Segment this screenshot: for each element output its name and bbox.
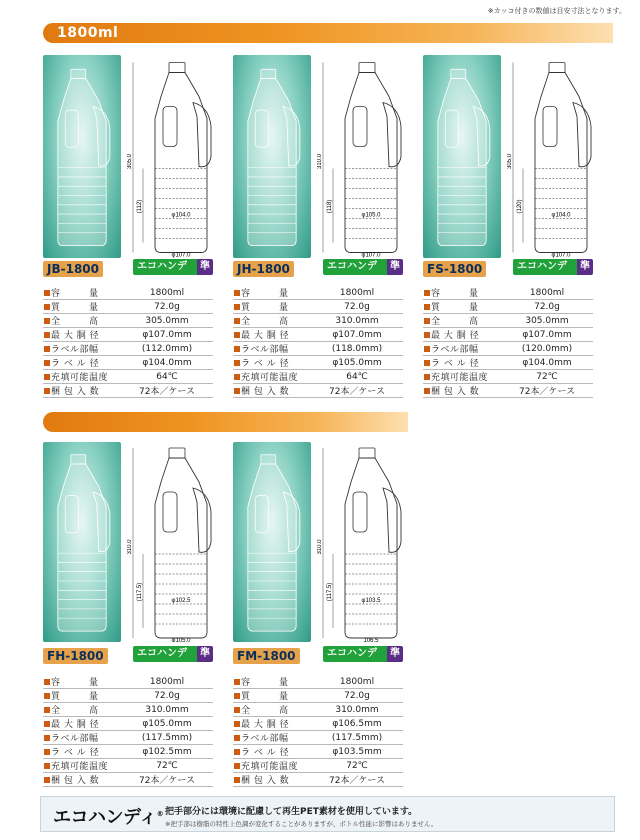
spec-label: 梱 包 入 数 (241, 384, 311, 398)
row-marker (43, 286, 51, 300)
spec-value: (112.0mm) (121, 342, 213, 356)
row-marker (43, 703, 51, 717)
label-diameter-dimension: φ104.0 (171, 212, 191, 219)
height-dimension: 305.0 (127, 153, 133, 170)
spec-label: 質 量 (51, 689, 121, 703)
spec-row (233, 356, 403, 370)
spec-row (43, 342, 213, 356)
spec-label: 容 量 (241, 286, 311, 300)
row-marker (423, 356, 431, 370)
bottle-drawing (127, 55, 213, 258)
label-width-dimension: (120) (517, 199, 523, 214)
spec-row (233, 703, 403, 717)
spec-row (233, 675, 403, 689)
spec-value: φ106.5mm (311, 717, 403, 731)
spec-label: 全 高 (51, 314, 121, 328)
body-diameter-dimension: φ107.0 (361, 252, 381, 258)
spec-row (43, 745, 213, 759)
spec-table (233, 286, 403, 398)
spec-label: 最 大 胴 径 (431, 328, 501, 342)
row-marker (233, 328, 241, 342)
row-marker (423, 370, 431, 384)
spec-label: ラベル部幅 (241, 731, 311, 745)
spec-label: 充填可能温度 (51, 759, 121, 773)
spec-value: 72.0g (311, 689, 403, 703)
spec-row (43, 689, 213, 703)
body-diameter-dimension: φ105.0 (171, 638, 191, 642)
row-marker (43, 370, 51, 384)
spec-value: 305.0mm (501, 314, 593, 328)
spec-label: 容 量 (51, 286, 121, 300)
eco-handy-logo: エコハンディ® (53, 807, 164, 828)
spec-row (423, 328, 593, 342)
spec-row (233, 773, 403, 787)
spec-label: 最 大 胴 径 (241, 717, 311, 731)
spec-label: 最 大 胴 径 (241, 328, 311, 342)
spec-label: ラベル部幅 (51, 342, 121, 356)
row-marker (43, 759, 51, 773)
spec-table (233, 675, 403, 787)
spec-row (43, 370, 213, 384)
spec-value: (117.5mm) (311, 731, 403, 745)
spec-value: 64℃ (311, 370, 403, 384)
row-marker (423, 314, 431, 328)
spec-row (233, 731, 403, 745)
spec-row (233, 689, 403, 703)
spec-label: ラ ベ ル 径 (241, 356, 311, 370)
spec-value: 72本／ケース (501, 384, 593, 398)
spec-row (233, 342, 403, 356)
spec-row (233, 745, 403, 759)
spec-value: 72℃ (311, 759, 403, 773)
row-marker (43, 300, 51, 314)
spec-row (43, 703, 213, 717)
spec-row (233, 300, 403, 314)
row-marker (233, 689, 241, 703)
spec-row (43, 675, 213, 689)
product-name: JB-1800 (43, 261, 103, 277)
spec-row (43, 759, 213, 773)
height-dimension: 310.0 (317, 153, 323, 170)
product-name: FH-1800 (43, 648, 108, 664)
section-header-1800ml (43, 23, 613, 43)
product-fm-1800 (233, 442, 403, 785)
dimension-note: ※カッコ付きの数値は目安寸法となります。 (487, 7, 626, 15)
spec-value: 72.0g (121, 300, 213, 314)
product-fs-1800 (423, 55, 593, 396)
spec-value: 72.0g (311, 300, 403, 314)
spec-value: 310.0mm (121, 703, 213, 717)
spec-value: 72本／ケース (311, 384, 403, 398)
spec-label: ラ ベ ル 径 (431, 356, 501, 370)
label-width-dimension: (117.5) (137, 582, 143, 602)
bottle-photo (233, 442, 311, 642)
spec-row (233, 314, 403, 328)
spec-row (233, 717, 403, 731)
spec-row (43, 731, 213, 745)
jun-label: 準 (387, 646, 403, 662)
label-width-dimension: (112) (137, 199, 143, 214)
body-diameter-dimension: φ107.0 (551, 252, 571, 258)
product-jb-1800 (43, 55, 213, 396)
row-marker (233, 300, 241, 314)
eco-handy-label: エコハンディ (133, 646, 197, 662)
row-marker (423, 328, 431, 342)
bottle-photo (233, 55, 311, 258)
row-marker (43, 731, 51, 745)
spec-table (423, 286, 593, 398)
spec-value: 310.0mm (311, 314, 403, 328)
spec-value: (117.5mm) (121, 731, 213, 745)
spec-value: φ104.0mm (121, 356, 213, 370)
spec-label: 質 量 (241, 689, 311, 703)
eco-handy-badge (323, 259, 403, 288)
spec-value: 72.0g (121, 689, 213, 703)
row-marker (233, 356, 241, 370)
spec-label: ラベル部幅 (431, 342, 501, 356)
spec-row (43, 717, 213, 731)
label-width-dimension: (118) (327, 199, 333, 214)
product-name: FS-1800 (423, 261, 486, 277)
spec-label: 全 高 (51, 703, 121, 717)
spec-label: ラベル部幅 (51, 731, 121, 745)
eco-handy-badge (513, 259, 593, 288)
bottle-drawing (317, 55, 403, 258)
spec-value: 72.0g (501, 300, 593, 314)
eco-handy-badge (133, 259, 213, 288)
section-title: 1800ml (57, 25, 119, 41)
spec-row (423, 356, 593, 370)
spec-value: φ105.0mm (121, 717, 213, 731)
spec-value: φ104.0mm (501, 356, 593, 370)
spec-row (423, 314, 593, 328)
label-width-dimension: (117.5) (327, 582, 333, 602)
jun-label: 準 (387, 259, 403, 275)
spec-value: 72本／ケース (121, 773, 213, 787)
spec-value: 72℃ (121, 759, 213, 773)
spec-table (43, 286, 213, 398)
bottle-photo (43, 442, 121, 642)
label-diameter-dimension: φ105.0 (361, 212, 381, 219)
spec-value: 305.0mm (121, 314, 213, 328)
spec-label: 質 量 (431, 300, 501, 314)
row-marker (423, 286, 431, 300)
spec-row (43, 384, 213, 398)
row-marker (233, 703, 241, 717)
eco-handy-label: エコハンディ (133, 259, 197, 275)
row-marker (43, 328, 51, 342)
eco-handy-label: エコハンディ (323, 646, 387, 662)
spec-value: φ107.0mm (311, 328, 403, 342)
row-marker (233, 314, 241, 328)
eco-handy-label: エコハンディ (513, 259, 577, 275)
spec-label: 梱 包 入 数 (431, 384, 501, 398)
row-marker (423, 342, 431, 356)
spec-value: 72本／ケース (311, 773, 403, 787)
spec-row (233, 328, 403, 342)
row-marker (43, 689, 51, 703)
spec-row (43, 300, 213, 314)
product-name: JH-1800 (233, 261, 294, 277)
row-marker (233, 384, 241, 398)
spec-label: 質 量 (241, 300, 311, 314)
bottle-drawing (127, 442, 213, 642)
spec-value: (120.0mm) (501, 342, 593, 356)
row-marker (233, 745, 241, 759)
row-marker (43, 717, 51, 731)
spec-row (423, 384, 593, 398)
spec-value: 1800ml (311, 286, 403, 300)
spec-row (43, 356, 213, 370)
height-dimension: 310.0 (317, 539, 323, 555)
spec-label: 最 大 胴 径 (51, 328, 121, 342)
spec-label: 容 量 (51, 675, 121, 689)
spec-value: 72℃ (501, 370, 593, 384)
spec-row (233, 759, 403, 773)
label-diameter-dimension: φ103.5 (361, 598, 381, 604)
label-diameter-dimension: φ102.5 (171, 598, 191, 604)
spec-value: 1800ml (121, 286, 213, 300)
spec-label: ラ ベ ル 径 (51, 745, 121, 759)
eco-handy-label: エコハンディ (323, 259, 387, 275)
height-dimension: 310.0 (127, 539, 133, 555)
bottle-photo (423, 55, 501, 258)
spec-label: 全 高 (241, 314, 311, 328)
row-marker (43, 314, 51, 328)
spec-value: 64℃ (121, 370, 213, 384)
row-marker (233, 731, 241, 745)
spec-label: 容 量 (431, 286, 501, 300)
footer-sub-text: ※把手部は樹脂の特性上色調が変化することがありますが、ボトル性能に影響はありません。 (165, 820, 438, 828)
row-marker (423, 300, 431, 314)
bottle-drawing (317, 442, 403, 642)
eco-handy-badge (133, 646, 213, 675)
spec-label: 梱 包 入 数 (51, 384, 121, 398)
product-name: FM-1800 (233, 648, 300, 664)
spec-row (43, 328, 213, 342)
row-marker (43, 384, 51, 398)
row-marker (43, 675, 51, 689)
spec-row (423, 286, 593, 300)
spec-row (423, 370, 593, 384)
row-marker (43, 356, 51, 370)
spec-label: 質 量 (51, 300, 121, 314)
spec-row (423, 300, 593, 314)
spec-label: 容 量 (241, 675, 311, 689)
row-marker (423, 384, 431, 398)
spec-label: 充填可能温度 (431, 370, 501, 384)
footer-main-text: 把手部分には環境に配慮して再生PET素材を使用しています。 (165, 807, 418, 817)
jun-label: 準 (197, 646, 213, 662)
row-marker (43, 773, 51, 787)
bottle-drawing (507, 55, 593, 258)
spec-label: 充填可能温度 (241, 759, 311, 773)
eco-handy-badge (323, 646, 403, 675)
spec-table (43, 675, 213, 787)
spec-value: 1800ml (121, 675, 213, 689)
row-marker (233, 342, 241, 356)
section-header-2 (43, 412, 408, 432)
spec-value: (118.0mm) (311, 342, 403, 356)
spec-row (233, 370, 403, 384)
spec-row (43, 286, 213, 300)
product-fh-1800 (43, 442, 213, 785)
spec-label: 全 高 (241, 703, 311, 717)
spec-label: 最 大 胴 径 (51, 717, 121, 731)
spec-label: ラ ベ ル 径 (241, 745, 311, 759)
bottle-photo (43, 55, 121, 258)
jun-label: 準 (197, 259, 213, 275)
spec-label: 充填可能温度 (51, 370, 121, 384)
row-marker (43, 745, 51, 759)
row-marker (233, 370, 241, 384)
spec-label: ラ ベ ル 径 (51, 356, 121, 370)
spec-label: 梱 包 入 数 (51, 773, 121, 787)
spec-value: φ105.0mm (311, 356, 403, 370)
spec-value: 1800ml (501, 286, 593, 300)
row-marker (233, 717, 241, 731)
height-dimension: 305.0 (507, 153, 513, 170)
row-marker (233, 286, 241, 300)
spec-row (423, 342, 593, 356)
label-diameter-dimension: φ104.0 (551, 212, 571, 219)
spec-value: 72本／ケース (121, 384, 213, 398)
row-marker (233, 773, 241, 787)
spec-value: 310.0mm (311, 703, 403, 717)
footer-banner (40, 796, 615, 832)
jun-label: 準 (577, 259, 593, 275)
spec-row (233, 384, 403, 398)
spec-label: 充填可能温度 (241, 370, 311, 384)
spec-label: ラベル部幅 (241, 342, 311, 356)
spec-row (233, 286, 403, 300)
spec-row (43, 773, 213, 787)
spec-label: 梱 包 入 数 (241, 773, 311, 787)
body-diameter-dimension: 106.5 (363, 638, 379, 642)
spec-label: 全 高 (431, 314, 501, 328)
spec-row (43, 314, 213, 328)
spec-value: φ102.5mm (121, 745, 213, 759)
spec-value: φ107.0mm (501, 328, 593, 342)
spec-value: φ103.5mm (311, 745, 403, 759)
product-jh-1800 (233, 55, 403, 396)
spec-value: 1800ml (311, 675, 403, 689)
row-marker (43, 342, 51, 356)
row-marker (233, 759, 241, 773)
body-diameter-dimension: φ107.0 (171, 252, 191, 258)
spec-value: φ107.0mm (121, 328, 213, 342)
row-marker (233, 675, 241, 689)
